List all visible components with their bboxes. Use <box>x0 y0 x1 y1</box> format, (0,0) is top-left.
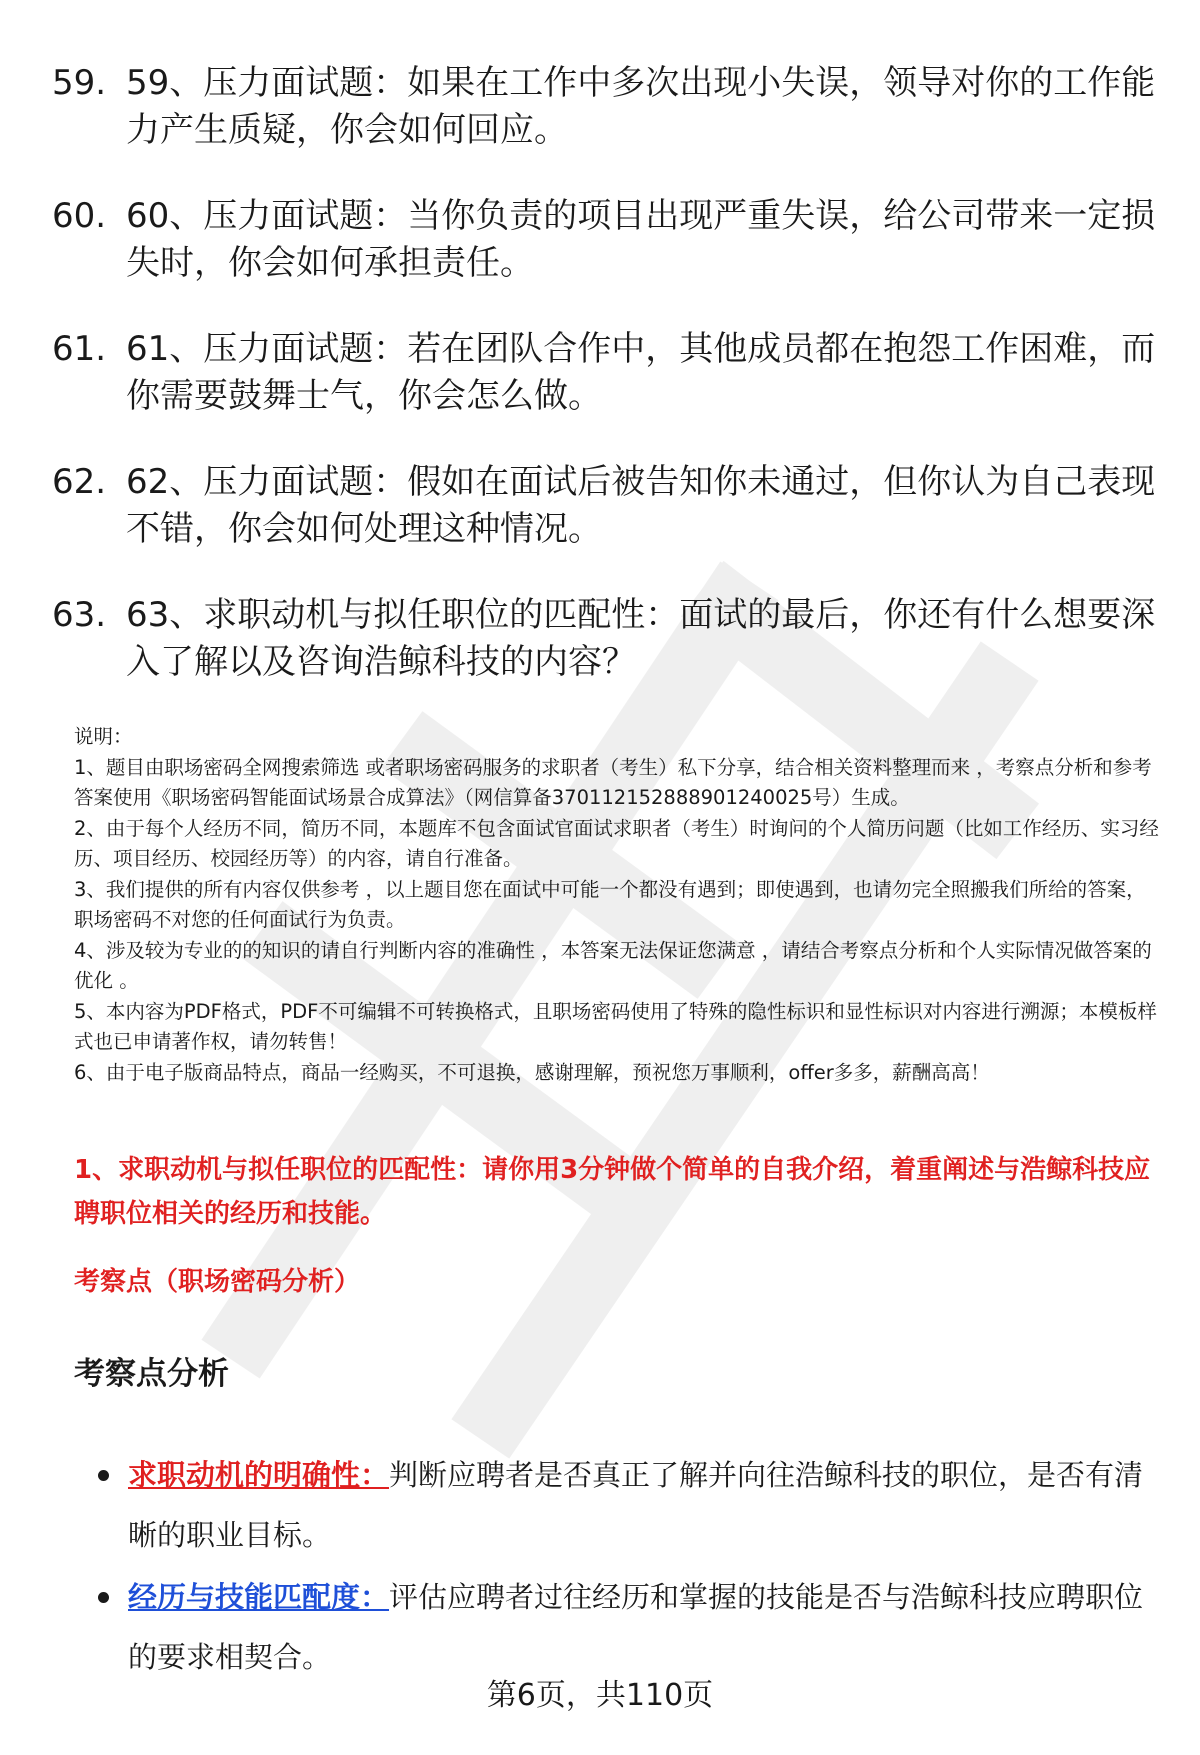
page-footer: 第6页，共110页 <box>486 1678 714 1713</box>
question-item <box>52 326 1162 420</box>
notes-block <box>74 722 1164 1088</box>
notes-item: 4、涉及较为专业的的知识的请自行判断内容的准确性 ，本答案无法保证您满意 ，请结合考察点分析和个人实际情况做答案的优化 。 <box>74 938 1152 992</box>
question-list <box>52 60 1162 725</box>
exam-point-label: 考察点（职场密码分析） <box>74 1267 361 1297</box>
question-text: 59、压力面试题：如果在工作中多次出现小失误，领导对你的工作能力产生质疑，你会如何回应。 <box>126 63 1156 150</box>
bullet-text: 评估应聘者过往经历和掌握的技能是否与浩鲸科技应聘职位的要求相契合。 <box>128 1580 1144 1674</box>
question-text: 61、压力面试题：若在团队合作中，其他成员都在抱怨工作困难，而你需要鼓舞士气，你会怎么做。 <box>126 329 1156 416</box>
question-heading: 1、求职动机与拟任职位的匹配性：请你用3分钟做个简单的自我介绍，着重阐述与浩鲸科技应聘职位相关的经历和技能。 <box>74 1155 1151 1229</box>
question-number: 60. <box>52 196 107 236</box>
question-number: 63. <box>52 595 107 635</box>
notes-item: 2、由于每个人经历不同，简历不同，本题库不包含面试官面试求职者（考生）时询问的个人简历问题（比如工作经历、实习经历、项目经历、校园经历等）的内容，请自行准备。 <box>74 816 1159 870</box>
bullet-text: 判断应聘者是否真正了解并向往浩鲸科技的职位，是否有清晰的职业目标。 <box>128 1458 1144 1552</box>
question-number: 61. <box>52 329 107 369</box>
notes-item: 1、题目由职场密码全网搜索筛选 或者职场密码服务的求职者（考生）私下分享，结合相关资料整理而来 ，考察点分析和参考答案使用《职场密码智能面试场景合成算法》（网信算备370112152888901240025号）生成。 <box>74 755 1152 809</box>
question-item <box>52 193 1162 287</box>
bullet-label-link[interactable]: 经历与技能匹配度： <box>128 1580 390 1614</box>
question-item <box>52 459 1162 553</box>
question-number: 62. <box>52 462 107 502</box>
bullet-icon <box>96 1567 128 1687</box>
question-item <box>52 592 1162 686</box>
question-number: 59. <box>52 63 107 103</box>
bullet-icon <box>96 1445 128 1565</box>
analysis-list <box>96 1445 1156 1689</box>
notes-title: 说明： <box>74 725 133 748</box>
list-item <box>96 1445 1156 1565</box>
section-title: 考察点分析 <box>74 1356 229 1392</box>
question-item <box>52 60 1162 154</box>
bullet-label-link[interactable]: 求职动机的明确性： <box>128 1458 390 1492</box>
notes-item: 6、由于电子版商品特点，商品一经购买，不可退换，感谢理解，预祝您万事顺利，offer多多，薪酬高高！ <box>74 1060 990 1084</box>
notes-item: 5、本内容为PDF格式，PDF不可编辑不可转换格式，且职场密码使用了特殊的隐性标识和显性标识对内容进行溯源；本模板样式也已申请著作权，请勿转售！ <box>74 999 1157 1053</box>
list-item <box>96 1567 1156 1687</box>
question-text: 63、求职动机与拟任职位的匹配性：面试的最后，你还有什么想要深入了解以及咨询浩鲸科技的内容？ <box>126 595 1156 682</box>
question-text: 60、压力面试题：当你负责的项目出现严重失误，给公司带来一定损失时，你会如何承担责任。 <box>126 196 1156 283</box>
notes-item: 3、我们提供的所有内容仅供参考 ，以上题目您在面试中可能一个都没有遇到；即使遇到，也请勿完全照搬我们所给的答案，职场密码不对您的任何面试行为负责。 <box>74 877 1146 931</box>
question-text: 62、压力面试题：假如在面试后被告知你未通过，但你认为自己表现不错，你会如何处理这种情况。 <box>126 462 1156 549</box>
